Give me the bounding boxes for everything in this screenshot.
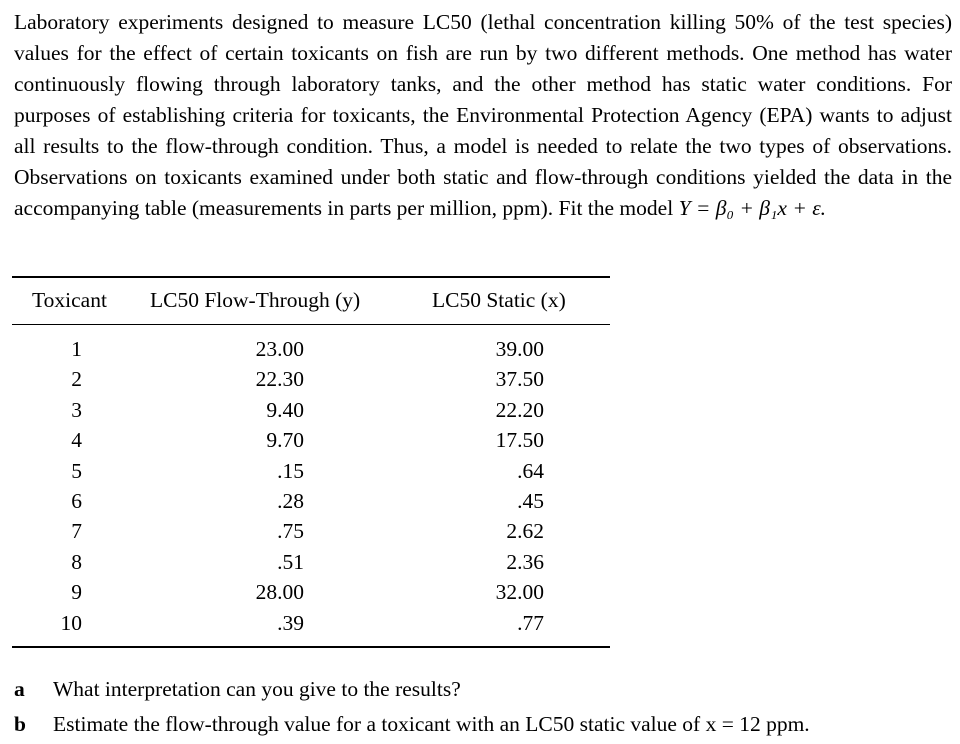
question-list bbox=[14, 672, 954, 742]
question-label: b bbox=[14, 712, 26, 736]
table-row bbox=[12, 516, 610, 546]
cell-toxicant: 2 bbox=[71, 367, 82, 392]
cell-toxicant: 8 bbox=[71, 549, 82, 574]
question-text: What interpretation can you give to the results? bbox=[53, 677, 461, 701]
cell-static: 2.36 bbox=[506, 549, 544, 574]
table-row bbox=[12, 425, 610, 455]
header-flow-through: LC50 Flow-Through (y) bbox=[150, 288, 361, 312]
cell-toxicant: 9 bbox=[71, 580, 82, 605]
table-row bbox=[12, 608, 610, 638]
cell-static: 17.50 bbox=[495, 428, 544, 453]
table-header bbox=[12, 278, 610, 324]
cell-toxicant: 5 bbox=[71, 458, 82, 483]
cell-flow-through: 28.00 bbox=[255, 580, 304, 605]
header-static: LC50 Static (x) bbox=[432, 288, 566, 312]
table-row bbox=[12, 577, 610, 607]
cell-static: .77 bbox=[517, 610, 544, 635]
cell-flow-through: .15 bbox=[277, 458, 304, 483]
cell-toxicant: 4 bbox=[71, 428, 82, 453]
question-label: a bbox=[14, 677, 25, 701]
cell-flow-through: 9.70 bbox=[266, 428, 304, 453]
question-item bbox=[14, 707, 954, 742]
cell-static: 22.20 bbox=[495, 397, 544, 422]
cell-toxicant: 3 bbox=[71, 397, 82, 422]
table-row bbox=[12, 456, 610, 486]
cell-toxicant: 10 bbox=[60, 610, 82, 635]
cell-flow-through: .39 bbox=[277, 610, 304, 635]
cell-toxicant: 1 bbox=[71, 337, 82, 361]
cell-toxicant: 6 bbox=[71, 488, 82, 513]
cell-flow-through: .75 bbox=[277, 519, 304, 544]
problem-statement bbox=[14, 7, 952, 224]
problem-text: Laboratory experiments designed to measure LC50 (lethal concentration killing 50% of the test species) values for the effect of certain toxicants on fish are run by two different methods. One method has water continuously flowing through laboratory tanks, and the other method has static water conditions. For purposes of establishing criteria for toxicants, the Environmental Protection Agency (EPA) wants to adjust all results to the flow-through condition. Thus, a model is needed to relate the two types of observations. Observations on toxicants examined under both static and flow-through conditions yielded the data in the accompanying table (measurements in parts per million, ppm). Fit the model bbox=[14, 10, 952, 220]
table-bottom-rule bbox=[12, 646, 610, 648]
table-row bbox=[12, 334, 610, 364]
table-row bbox=[12, 547, 610, 577]
cell-toxicant: 7 bbox=[71, 519, 82, 544]
cell-static: 32.00 bbox=[495, 580, 544, 605]
table-body bbox=[12, 325, 610, 646]
cell-flow-through: 22.30 bbox=[255, 367, 304, 392]
data-table bbox=[12, 276, 610, 648]
question-text: Estimate the flow-through value for a toxicant with an LC50 static value of x = 12 ppm. bbox=[53, 712, 810, 736]
cell-static: 2.62 bbox=[506, 519, 544, 544]
cell-static: .45 bbox=[517, 488, 544, 513]
model-equation: Y = β₀ + β₁x + ε. bbox=[678, 196, 827, 220]
table-row bbox=[12, 395, 610, 425]
table-row bbox=[12, 364, 610, 394]
cell-static: .64 bbox=[517, 458, 544, 483]
table-row bbox=[12, 486, 610, 516]
cell-flow-through: 9.40 bbox=[266, 397, 304, 422]
cell-static: 39.00 bbox=[495, 337, 544, 361]
cell-flow-through: .51 bbox=[277, 549, 304, 574]
cell-static: 37.50 bbox=[495, 367, 544, 392]
question-item bbox=[14, 672, 954, 707]
cell-flow-through: 23.00 bbox=[255, 337, 304, 361]
cell-flow-through: .28 bbox=[277, 488, 304, 513]
header-toxicant: Toxicant bbox=[32, 288, 107, 312]
